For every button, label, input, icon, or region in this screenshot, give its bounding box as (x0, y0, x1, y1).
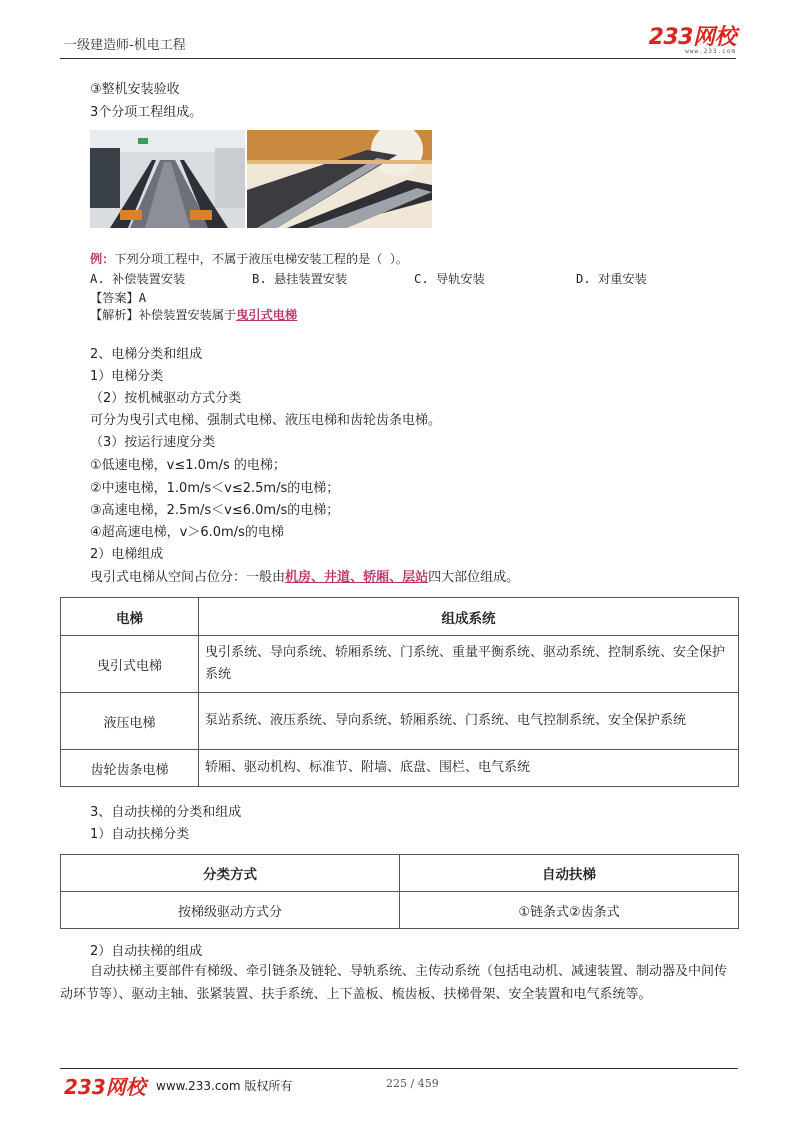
footer-copyright: www.233.com 版权所有 (156, 1079, 293, 1093)
table-cell: ①链条式②齿条式 (400, 892, 739, 929)
logo-text: 233网校 (648, 25, 736, 50)
example-label: 例： (90, 252, 115, 266)
escalator-photo (247, 130, 432, 228)
section-2-1-2-text: 可分为曳引式电梯、强制式电梯、液压电梯和齿轮齿条电梯。 (90, 413, 442, 428)
moving-walkway-photo (90, 130, 245, 228)
table-header-row (61, 855, 739, 892)
section-2-1-2-heading: （2）按机械驱动方式分类 (90, 391, 242, 406)
doc-title: 一级建造师-机电工程 (64, 38, 186, 53)
option-a: A. 补偿装置安装 (90, 272, 186, 286)
section-2-1-3-heading: （3）按运行速度分类 (90, 435, 216, 450)
intro-item3: ③整机安装验收 (90, 82, 180, 97)
intro-summary: 3个分项工程组成。 (90, 105, 203, 120)
option-c: C. 导轨安装 (414, 272, 485, 286)
example-question-line (90, 250, 408, 267)
composition-sep: 、 (311, 570, 325, 585)
composition-sep: 、 (350, 570, 364, 585)
table-cell: 齿轮齿条电梯 (61, 750, 199, 787)
speed-item: ③高速电梯，2.5m/s＜v≤6.0m/s的电梯； (90, 503, 340, 518)
page-number: 225 / 459 (386, 1077, 439, 1090)
elevator-composition-table (60, 597, 739, 787)
composition-part[interactable]: 层站 (402, 570, 429, 585)
composition-part[interactable]: 机房 (285, 570, 312, 585)
section-2-2-text (90, 566, 519, 585)
table-row (61, 750, 739, 787)
table-row (61, 693, 739, 750)
table-cell: 液压电梯 (61, 693, 199, 750)
section-3-heading: 3、自动扶梯的分类和组成 (90, 805, 242, 820)
speed-item: ④超高速电梯，v＞6.0m/s的电梯 (90, 525, 284, 540)
section-2-1-heading: 1）电梯分类 (90, 369, 164, 384)
speed-item: ②中速电梯，1.0m/s＜v≤2.5m/s的电梯； (90, 481, 340, 496)
composition-part[interactable]: 井道 (324, 570, 351, 585)
speed-item: ①低速电梯，v≤1.0m/s 的电梯； (90, 458, 286, 473)
table-header-cell: 分类方式 (61, 855, 400, 892)
page-footer (60, 1068, 738, 1099)
section-2-2-heading: 2）电梯组成 (90, 547, 164, 562)
option-d: D. 对重安装 (576, 272, 647, 286)
table-cell: 按梯级驱动方式分 (61, 892, 400, 929)
composition-sep: 、 (389, 570, 403, 585)
table-row (61, 892, 739, 929)
footer-logo[interactable]: 233网校 (64, 1075, 146, 1099)
table-header-cell: 组成系统 (199, 598, 739, 636)
logo-url: www.233.com (685, 48, 736, 55)
example-answer: 【答案】A (90, 291, 147, 305)
table-cell: 泵站系统、液压系统、导向系统、轿厢系统、门系统、电气控制系统、安全保护系统 (199, 693, 739, 750)
table-row (61, 636, 739, 693)
table-header-cell: 自动扶梯 (400, 855, 739, 892)
composition-suffix: 四大部位组成。 (428, 570, 520, 585)
table-header-row (61, 598, 739, 636)
section-2-heading: 2、电梯分类和组成 (90, 347, 203, 362)
composition-prefix: 曳引式电梯从空间占位分：一般由 (90, 570, 286, 585)
table-cell: 曳引式电梯 (61, 636, 199, 693)
page-header (60, 25, 736, 59)
section-3-1-heading: 1）自动扶梯分类 (90, 827, 190, 842)
escalator-classification-table (60, 854, 739, 929)
brand-logo[interactable] (649, 26, 736, 55)
composition-part[interactable]: 轿厢 (363, 570, 390, 585)
table-cell: 轿厢、驱动机构、标准节、附墙、底盘、围栏、电气系统 (199, 750, 739, 787)
example-analysis (90, 306, 297, 323)
analysis-highlight[interactable]: 曳引式电梯 (236, 308, 298, 322)
escalator-composition-paragraph: 自动扶梯主要部件有梯级、牵引链条及链轮、导轨系统、主传动系统（包括电动机、减速装置、制动器及中间传动环节等）、驱动主轴、张紧装置、扶手系统、上下盖板、梳齿板、扶梯骨架、安全装置和电气系统等。 (60, 964, 728, 1002)
analysis-prefix: 【解析】补偿装置安装属于 (90, 308, 237, 322)
table-cell: 曳引系统、导向系统、轿厢系统、门系统、重量平衡系统、驱动系统、控制系统、安全保护系统 (199, 636, 739, 693)
example-question: 下列分项工程中，不属于液压电梯安装工程的是（ ）。 (114, 252, 409, 266)
option-b: B. 悬挂装置安装 (252, 272, 348, 286)
section-3-2-heading: 2）自动扶梯的组成 (90, 944, 203, 959)
table-header-cell: 电梯 (61, 598, 199, 636)
